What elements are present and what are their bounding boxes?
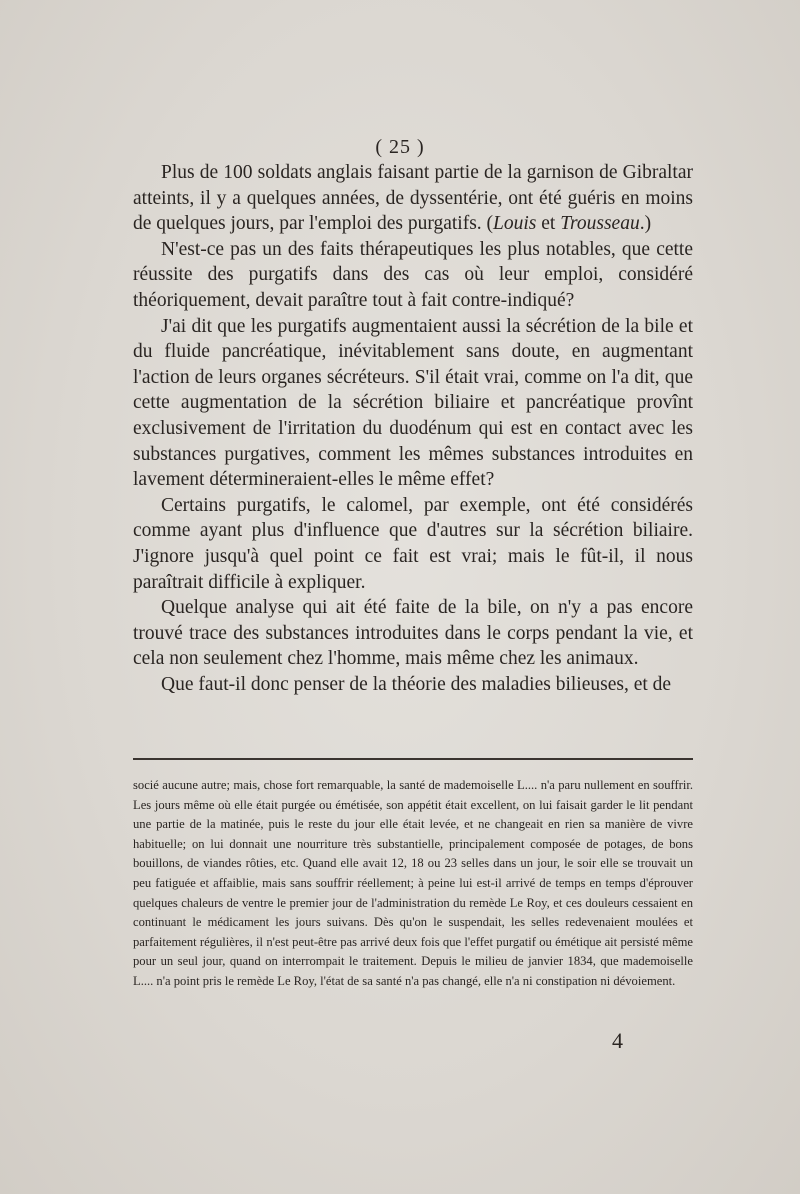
paragraph	[133, 672, 693, 698]
paragraph-text: .)	[639, 213, 652, 235]
signature-mark: 4	[612, 1028, 623, 1053]
paragraph	[133, 314, 693, 493]
paragraph	[133, 237, 693, 314]
footnote: socié aucune autre; mais, chose fort remarquable, la santé de mademoiselle L.... n'a paru nullement en souffrir. Les jours même où elle était purgée ou émétisée, son appétit était excellent, on lui faisait garder le lit pendant une partie de la matinée, puis le reste du jour elle était levée, et ne changeait en rien sa manière de vivre habituelle; on lui donnait une nourriture très substantielle, principalement composée de potages, de bons bouillons, de viandes rôties, etc. Quand elle avait 12, 18 ou 23 selles dans un jour, le soir elle se trouvait un peu fatiguée et affaiblie, mais sans souffrir réellement; à peine lui est-il arrivé de temps en temps d'éprouver quelques chaleurs de ventre le premier jour de l'administration du remède Le Roy, et ces douleurs cessaient en continuant le médicament les jours suivans. Dès qu'on le suspendait, les selles redevenaient moulées et parfaitement régulières, il n'est peut-être pas arrivé deux fois que l'effet purgatif ou émétique ait persisté même pour un seul jour, quand on interrompait le traitement. Depuis le milieu de janvier 1834, que mademoiselle L.... n'a point pris le remède Le Roy, l'état de sa santé n'a pas changé, elle n'a ni constipation ni dévoiement.	[133, 778, 693, 988]
paragraph	[133, 595, 693, 672]
footnote-divider	[133, 758, 693, 760]
paragraph-text: Certains purgatifs, le calomel, par exemple, ont été considérés comme ayant plus d'influence que d'autres sur la sécrétion biliaire. J'ignore jusqu'à quel point ce fait est vrai; mais le fût-il, il nous paraîtrait difficile à expliquer.	[133, 494, 693, 593]
paragraph	[133, 160, 693, 237]
paragraph-text: Plus de 100 soldats anglais faisant partie de la garnison de Gibraltar atteints, il y a quelques années, de dyssentérie, ont été guéris en moins de quelques jours, par l'emploi des purgatifs. (	[133, 162, 693, 235]
italic-citation: Trousseau	[560, 213, 640, 235]
paragraph	[133, 493, 693, 595]
paragraph-text: Quelque analyse qui ait été faite de la bile, on n'y a pas encore trouvé trace des substances introduites dans le corps pendant la vie, et cela non seulement chez l'homme, mais même chez les animaux.	[133, 597, 693, 670]
paragraph-text: N'est-ce pas un des faits thérapeutiques les plus notables, que cette réussite des purgatifs dans des cas où leur emploi, considéré théoriquement, devait paraître tout à fait contre-indiqué?	[133, 238, 693, 311]
italic-citation: Louis	[493, 213, 537, 235]
main-text	[133, 160, 693, 697]
paragraph-text: J'ai dit que les purgatifs augmentaient aussi la sécrétion de la bile et du fluide pancréatique, inévitablement sans doute, en augmentant l'action de leurs organes sécréteurs. S'il était vrai, comme on l'a dit, que cette augmentation de la sécrétion biliaire et pancréatique provînt exclusivement de l'irritation du duodénum qui est en contact avec les substances purgatives, comment les mêmes substances introduites en lavement détermineraient-elles le même effet?	[133, 315, 693, 491]
paragraph-text: Que faut-il donc penser de la théorie des maladies bilieuses, et de	[161, 673, 672, 695]
paragraph-text: et	[536, 213, 561, 235]
page-number: ( 25 )	[375, 136, 425, 158]
